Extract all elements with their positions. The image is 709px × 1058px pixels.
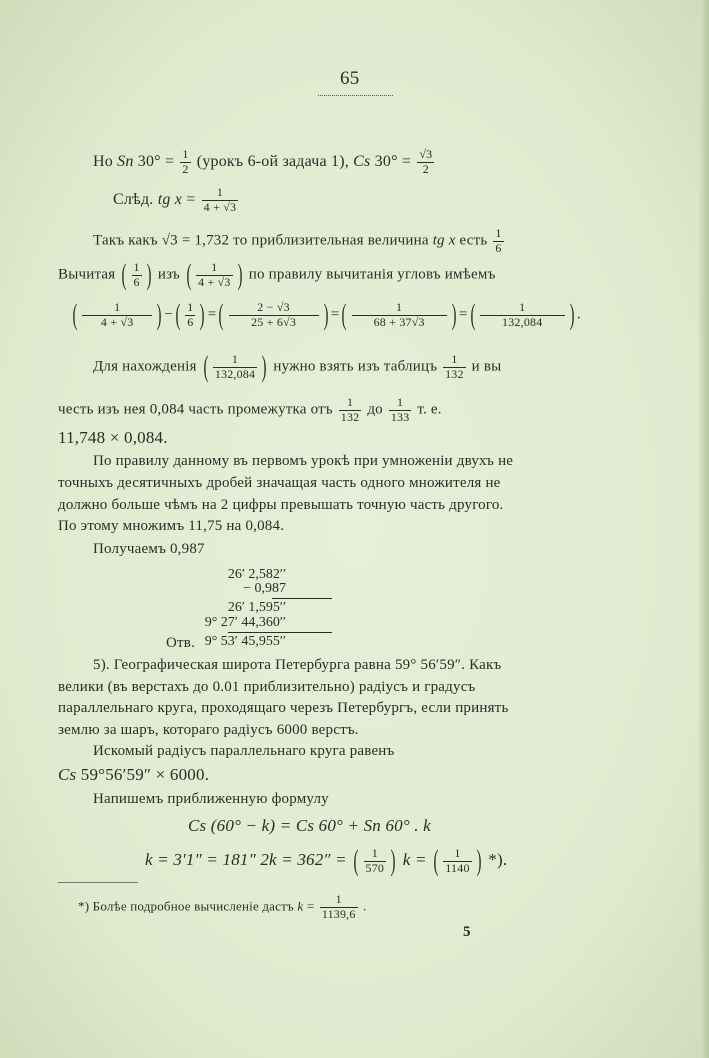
fraction (480, 301, 565, 330)
text-line: По правилу данному въ первомъ урокѣ при умноженіи двухъ не (93, 453, 514, 469)
text: и вы (467, 358, 502, 375)
text-line (58, 396, 442, 425)
numerator: 1 (495, 226, 502, 240)
text: до (363, 401, 387, 418)
fraction (339, 396, 362, 425)
fraction (417, 148, 434, 177)
footnote-rule (58, 882, 138, 883)
denominator: 25 + 6√3 (251, 314, 297, 329)
text-line: Для нахожденія ( $\frac{1}{132,084}$ ) нужно взять изъ таблицъ $\frac{1}{132}$ и вы (93, 350, 502, 383)
arith-rule (228, 632, 332, 633)
denominator: 4 + √3 (100, 314, 134, 329)
text-line: Вычитая ( $\frac{1}{6}$ ) изъ ( $\frac{1}{4 + √3}$ ) по правилу вычитанія угловъ имѣемъ (58, 258, 496, 291)
numerator: 1 (182, 147, 189, 161)
text-line: Искомый радіусъ параллельнаго круга равенъ (93, 743, 395, 759)
text: по правилу вычитанія угловъ имѣемъ (244, 266, 496, 283)
text: (урокъ 6-ой задача 1), (192, 152, 354, 170)
numerator: 1 (352, 301, 447, 316)
text: *) Болѣе подробное вычисленіе дастъ (78, 898, 298, 914)
numerator: 1 (480, 301, 565, 316)
numerator: 2 − √3 (229, 301, 319, 316)
numerator: 1 (320, 893, 358, 908)
denominator: 132,084 (214, 366, 256, 381)
fraction (132, 261, 142, 290)
numerator: 1 (82, 301, 152, 316)
numerator: 1 (389, 396, 412, 411)
numerator: 1 (133, 259, 140, 274)
denominator: 4 + √3 (203, 199, 237, 214)
text: tg x (157, 190, 183, 208)
text: Слѣд. (113, 190, 158, 208)
text: = (182, 190, 200, 208)
text: Вычитая (58, 266, 120, 283)
text-line: Получаемъ 0,987 (93, 541, 205, 557)
text: Sn (117, 152, 134, 170)
numerator: 1 (339, 396, 362, 411)
denominator: 1140 (445, 860, 470, 875)
arith-row: 9° 27′ 44,360′′ (204, 615, 286, 630)
fraction (213, 353, 257, 382)
footnote (78, 893, 366, 922)
text-line: Напишемъ приближенную формулу (93, 791, 329, 807)
denominator: 68 + 37√3 (373, 314, 425, 329)
equation-line: ( $\frac{1}{4 + √3}$ ) −( $\frac{1}{6}$ ) =( $\frac{2 - √3}{25 + 6√3}$ ) =( $\frac{1}{68 + 37√3}$ ) =( $\frac{1}{132,084}$ ) . (72, 298, 581, 331)
text-line: 11,748 × 0,084. (58, 428, 168, 447)
page-edge-shadow (699, 0, 709, 1058)
fraction (82, 301, 152, 330)
text-line (58, 765, 209, 785)
text: Но (93, 152, 118, 170)
text-line: 5). Географическая широта Петербурга равна 59° 56′59″. Какъ (93, 657, 502, 673)
arith-row: 26′ 1,595′′ (227, 600, 286, 615)
text: Cs (353, 152, 371, 170)
numerator: √3 (419, 147, 433, 161)
fraction (180, 148, 190, 177)
fraction (185, 301, 195, 330)
text: Cs (58, 765, 77, 784)
denominator: 132 (340, 409, 360, 424)
text-line: По этому множимъ 11,75 на 0,084. (58, 518, 285, 534)
denominator: 570 (365, 860, 385, 875)
arith-rule (272, 598, 332, 599)
denominator: 6 (495, 240, 502, 255)
text: . (359, 898, 367, 914)
numerator: 1 (202, 186, 239, 201)
text: честь изъ нея 0,084 часть промежутка отъ (58, 401, 337, 418)
fraction (493, 227, 503, 256)
text: k = 3′1″ = 181″ 2k = 362″ = (145, 849, 352, 869)
fraction (202, 186, 239, 215)
answer-label: Отв. (166, 635, 196, 651)
formula: k = 3′1″ = 181″ 2k = 362″ = ( $\frac{1}{570}$ ) k = ( $\frac{1}{1140}$ ) *). (145, 844, 508, 877)
text-line (93, 227, 506, 256)
denominator: 4 + √3 (198, 274, 231, 289)
fraction (364, 847, 387, 876)
signature-mark: 5 (463, 924, 471, 940)
text: 30° = (133, 152, 179, 170)
arith-row: 9° 53′ 45,955′′ (204, 634, 286, 649)
denominator: 132 (445, 366, 464, 381)
text: есть (455, 232, 492, 249)
text-line: землю за шаръ, котораго радіусъ 6000 верстъ. (58, 722, 359, 738)
denominator: 6 (187, 314, 194, 329)
header-rule (318, 95, 393, 96)
text-line: должно больше чѣмъ на 2 цифры превышать точную часть другого. (58, 497, 504, 513)
text: Для нахожденія (93, 358, 201, 375)
fraction (196, 261, 233, 290)
text-line: точныхъ десятичныхъ дробей значащая часть одного множителя не (58, 475, 501, 491)
denominator: 133 (390, 409, 410, 424)
fraction (320, 893, 358, 922)
fraction (443, 847, 471, 876)
text: Такъ какъ √3 = 1,732 то приблизительная величина (93, 232, 433, 249)
text: = (303, 898, 318, 914)
text: *). (483, 849, 508, 869)
numerator: 1 (364, 847, 387, 862)
text: 30° = (370, 152, 416, 170)
page-number: 65 (340, 68, 360, 89)
text-line: велики (въ верстахъ до 0.01 приблизительно) радіусъ и градусъ (58, 679, 476, 695)
numerator: 1 (187, 299, 194, 314)
text: k = (398, 849, 432, 869)
denominator: 6 (133, 274, 140, 289)
denominator: 1139,6 (321, 906, 356, 921)
numerator: 1 (443, 847, 471, 862)
numerator: 1 (196, 261, 233, 276)
fraction (229, 301, 319, 330)
numerator: 1 (213, 353, 257, 368)
text-line (113, 186, 240, 215)
arith-row: 26′ 2,582′′ (227, 567, 286, 582)
fraction (352, 301, 447, 330)
denominator: 132,084 (502, 314, 543, 329)
denominator: 2 (182, 161, 189, 176)
formula: Cs (60° − k) = Cs 60° + Sn 60° . k (188, 816, 431, 835)
text-line (93, 148, 436, 177)
fraction (389, 396, 412, 425)
text: k (297, 898, 304, 914)
text: т. е. (413, 401, 442, 418)
fraction (443, 353, 466, 382)
denominator: 2 (422, 161, 429, 176)
text: изъ (153, 266, 184, 283)
text-line: параллельнаго круга, проходящаго черезъ Петербургъ, если принять (58, 700, 509, 716)
arith-row: − 0,987 (243, 581, 286, 596)
text: tg x (432, 232, 456, 249)
numerator: 1 (443, 353, 466, 368)
text: нужно взять изъ таблицъ (269, 358, 442, 375)
text: 59°56′59″ × 6000. (76, 765, 210, 784)
